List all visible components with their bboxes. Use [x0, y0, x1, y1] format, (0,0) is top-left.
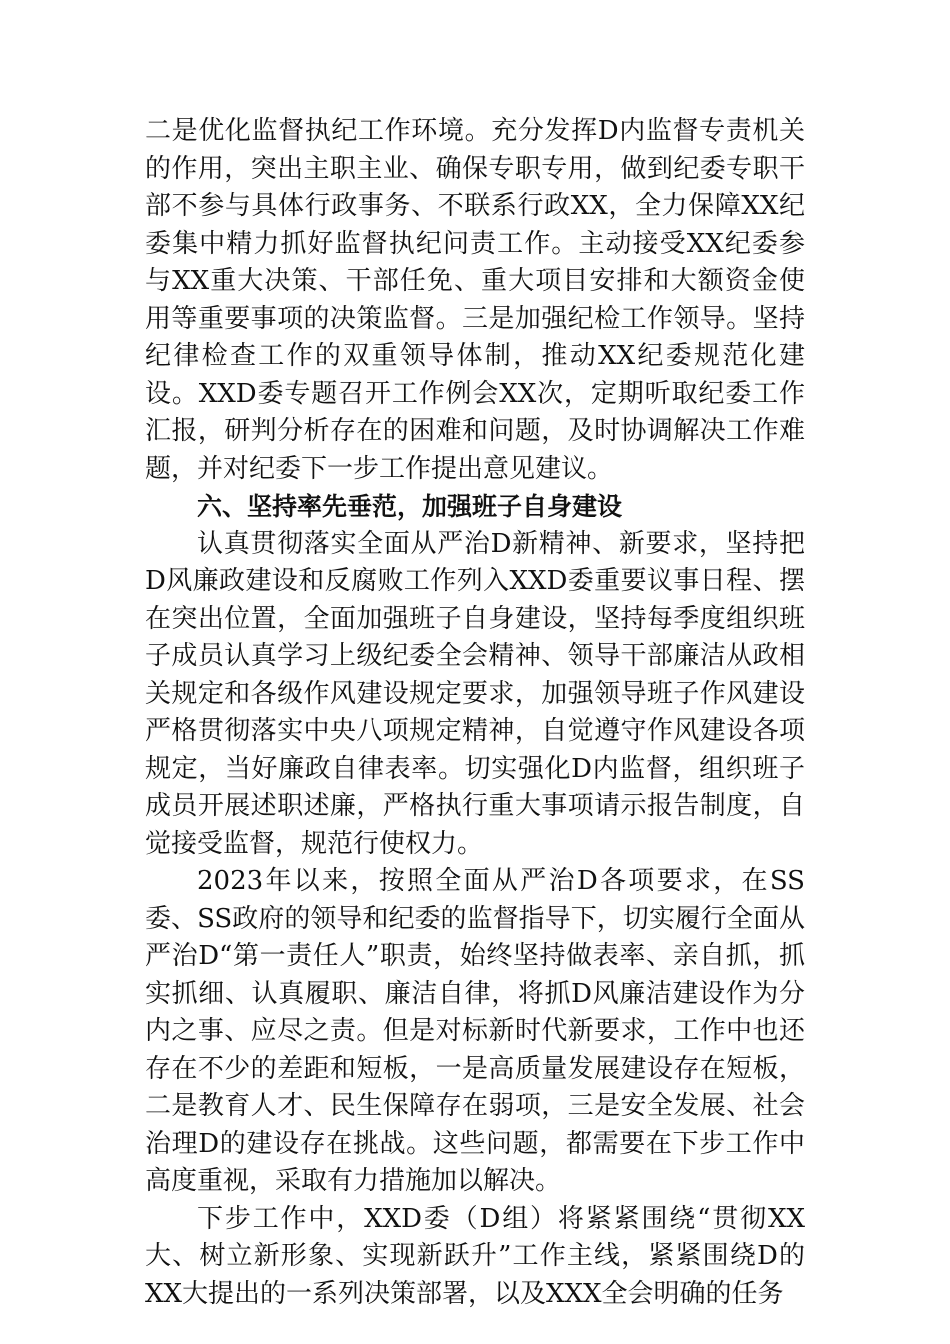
paragraph-supervision-environment: 二是优化监督执纪工作环境。充分发挥D内监督专责机关的作用，突出主职主业、确保专职专用，做到纪委专职干部不参与具体行政事务、不联系行政XX，全力保障XX纪委集中精力抓好监督执纪问责工作。主动接受XX纪委参与XX重大决策、干部任免、重大项目安排和大额资金使用等重要事项的决策监督。三是加强纪检工作领导。坚持纪律检查工作的双重领导体制，推动XX纪委规范化建设。XXD委专题召开工作例会XX次，定期听取纪委工作汇报，研判分析存在的困难和问题，及时协调解决工作难题，并对纪委下一步工作提出意见建议。: [145, 116, 805, 484]
section-heading-six: 六、坚持率先垂范，加强班子自身建设: [197, 492, 623, 521]
document-body: [145, 113, 805, 1313]
paragraph-team-building: 认真贯彻落实全面从严治D新精神、新要求，坚持把D风廉政建设和反腐败工作列入XXD委重要议事日程、摆在突出位置，全面加强班子自身建设，坚持每季度组织班子成员认真学习上级纪委全会精神、领导干部廉洁从政相关规定和各级作风建设规定要求，加强领导班子作风建设严格贯彻落实中央八项规定精神，自觉遵守作风建设各项规定，当好廉政自律表率。切实强化D内监督，组织班子成员开展述职述廉，严格执行重大事项请示报告制度，自觉接受监督，规范行使权力。: [145, 528, 805, 859]
paragraph-2023-review: 2023年以来，按照全面从严治D各项要求，在SS委、SS政府的领导和纪委的监督指导下，切实履行全面从严治D“第一责任人”职责，始终坚持做表率、亲自抓，抓实抓细、认真履职、廉洁自律，将抓D风廉洁建设作为分内之事、应尽之责。但是对标新时代新要求，工作中也还存在不少的差距和短板，一是高质量发展建设存在短板，二是教育人才、民生保障存在弱项，三是安全发展、社会治理D的建设存在挑战。这些问题，都需要在下步工作中高度重视，采取有力措施加以解决。: [145, 866, 805, 1196]
paragraph-next-steps: 下步工作中，XXD委（D组）将紧紧围绕“贯彻XX大、树立新形象、实现新跃升”工作主线，紧紧围绕D的XX大提出的一系列决策部署，以及XXX全会明确的任务: [145, 1203, 805, 1309]
